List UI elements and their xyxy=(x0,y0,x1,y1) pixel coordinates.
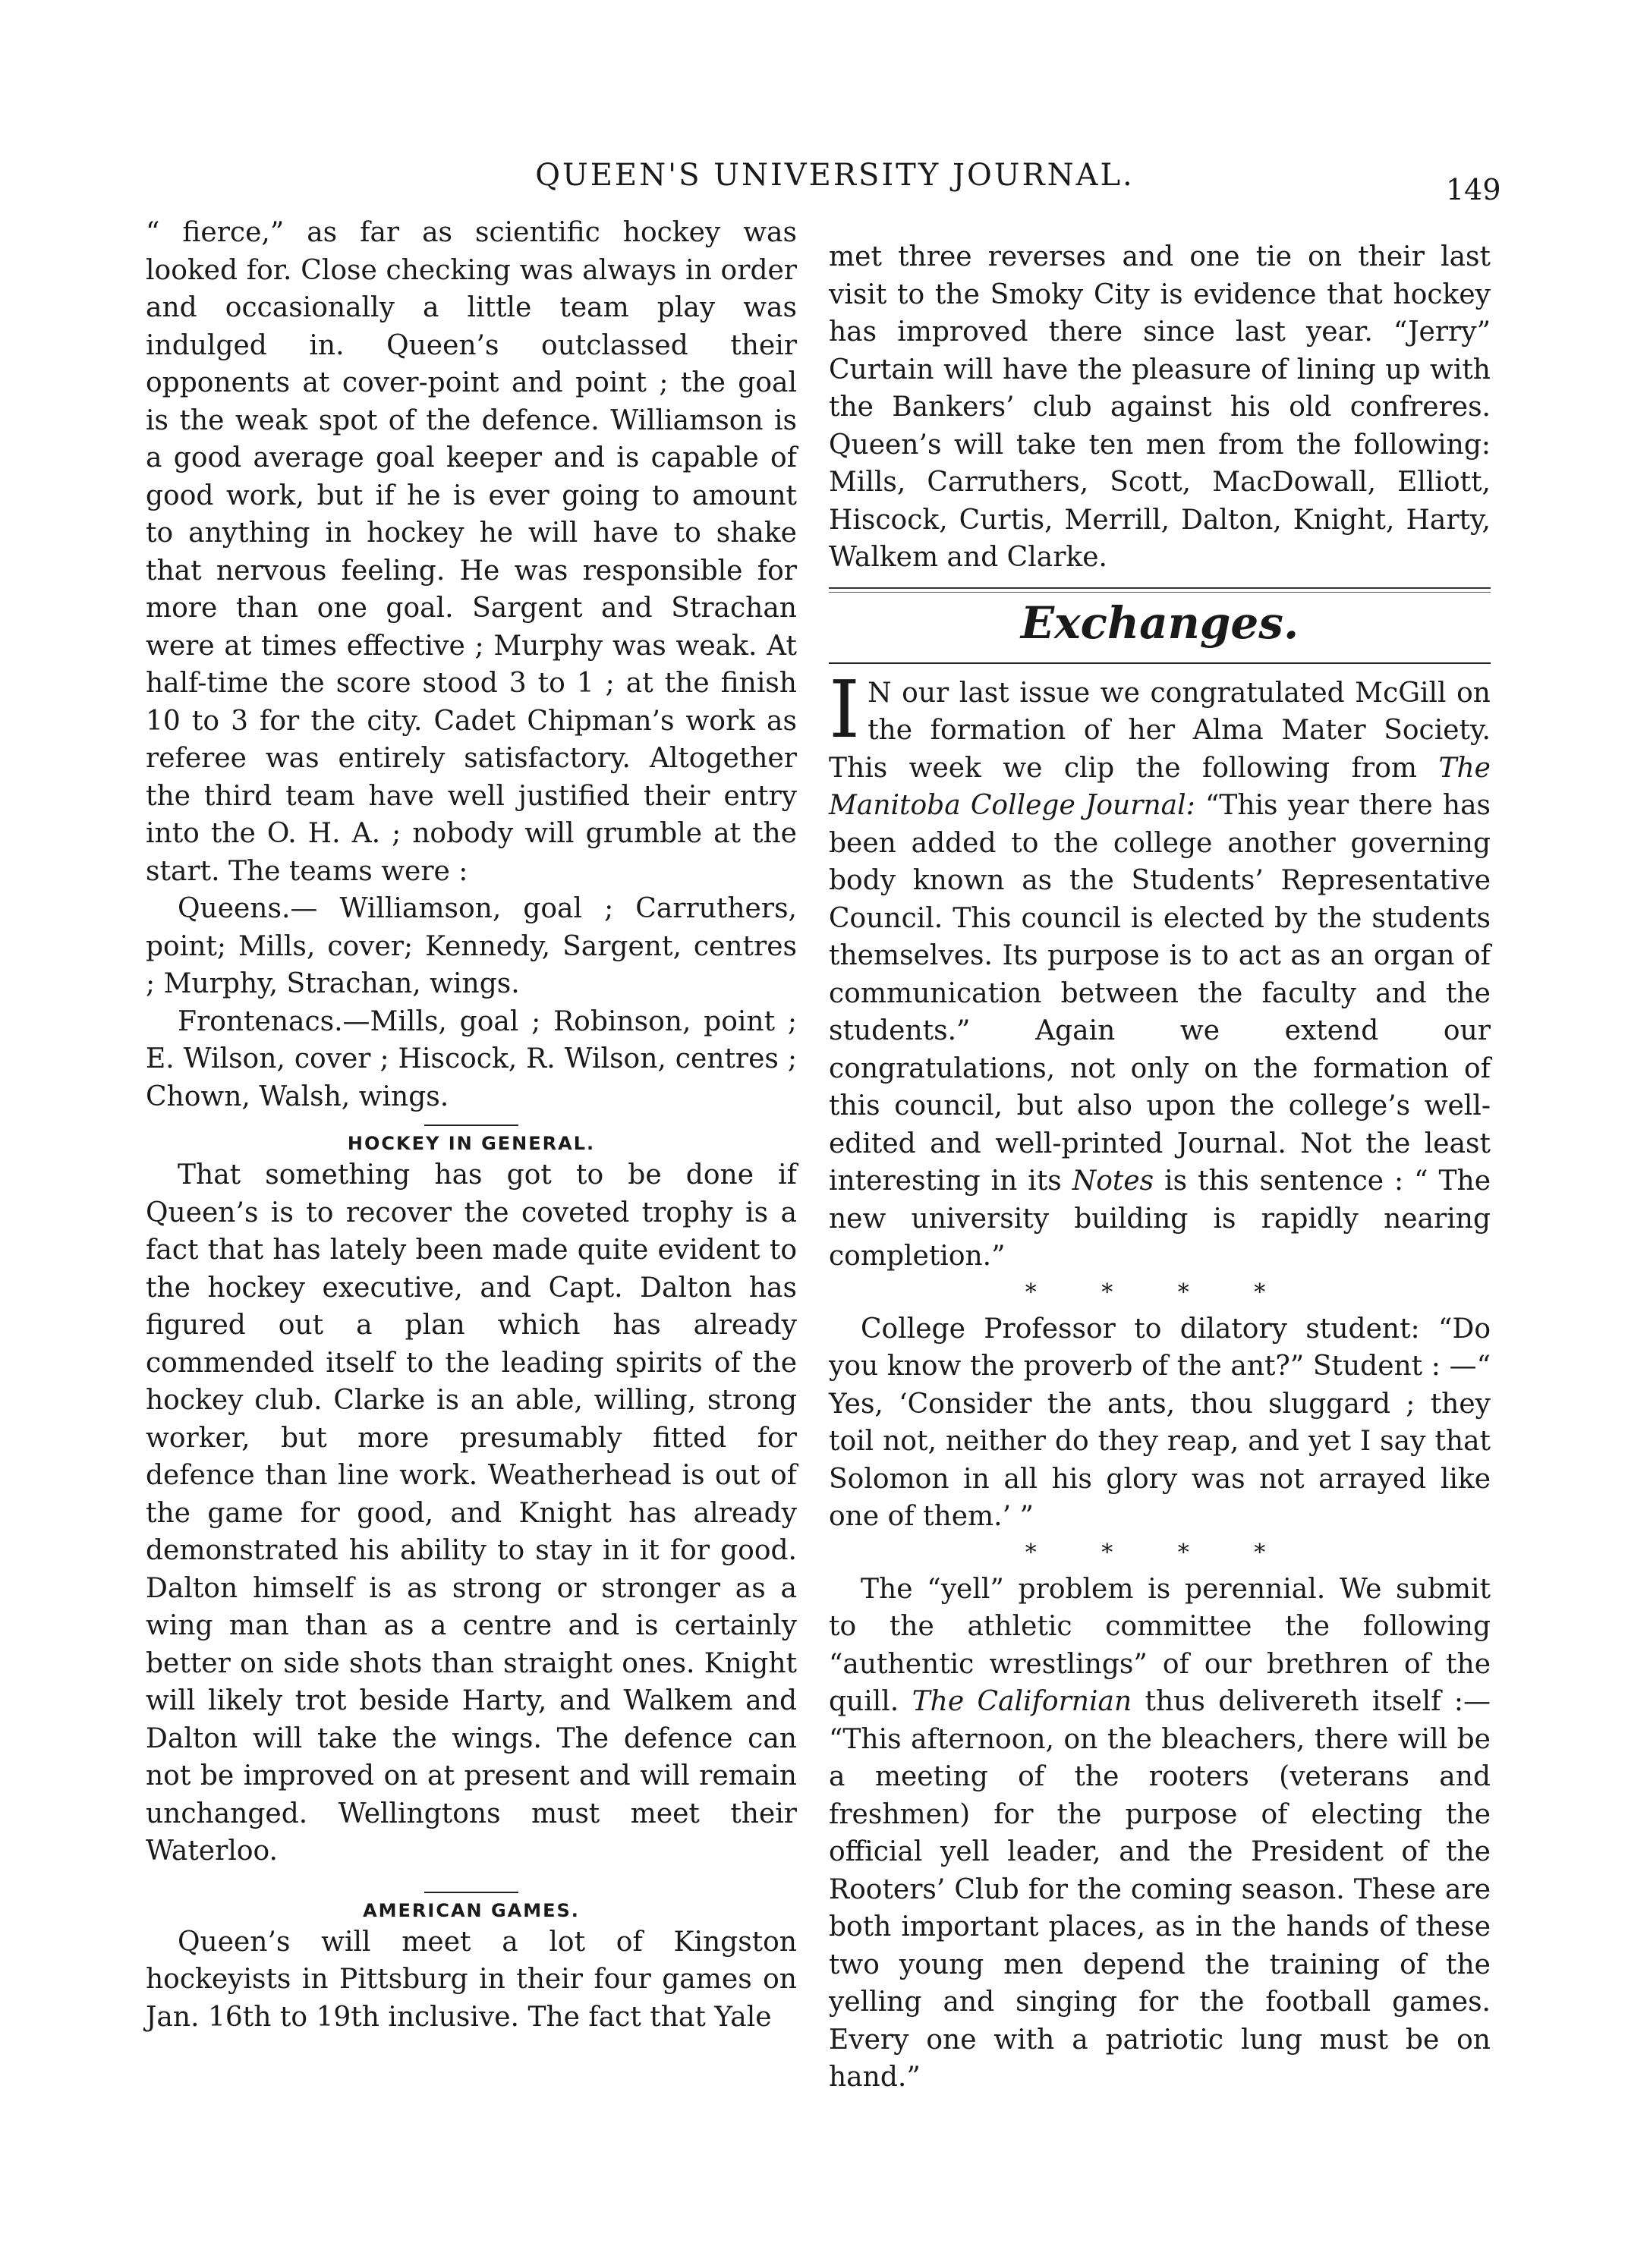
section-divider xyxy=(829,662,1491,664)
frontenacs-lineup: Frontenacs.—Mills, goal ; Robinson, point ; E. Wilson, cover ; Hiscock, R. Wilson, centres ; Chown, Walsh, wings. xyxy=(146,1005,797,1112)
hockey-in-general-heading: HOCKEY IN GENERAL. xyxy=(347,1133,596,1154)
ant-anecdote: College Professor to dilatory student: “Do you know the proverb of the ant?” Student : —“ Yes, ‘Consider the ants, thou sluggard ; they toil not, neither do they reap, and yet I say that Solomon in all his glory was not arrayed like one of them.’ ” xyxy=(829,1313,1491,1532)
asterism: * * * * xyxy=(1025,1539,1295,1566)
publication-title: The Californian xyxy=(912,1686,1132,1717)
section-divider xyxy=(829,587,1491,589)
journal-title: QUEEN'S UNIVERSITY JOURNAL. xyxy=(535,158,1135,193)
drop-cap: I xyxy=(829,662,861,756)
hockey-game-report: “ fierce,” as far as scientific hockey was looked for. Close checking was always in order and occasionally a little team play was indulged in. Queen’s outclassed their opponents at cover-point and point ; the goal is the weak spot of the defence. Williamson is a good average goal keeper and is capable of good work, but if he is ever going to amount to anything in hockey he will have to shake that nervous feeling. He was responsible for more than one goal. Sargent and Strachan were at times effective ; Murphy was weak. At half-time the score stood 3 to 1 ; at the finish 10 to 3 for the city. Cadet Chipman’s work as referee was entirely satisfactory. Altogether the third team have well justified their entry into the O. H. A. ; nobody will grumble at the start. The teams were : xyxy=(146,217,797,887)
queens-lineup: Queens.— Williamson, goal ; Carruthers, point; Mills, cover; Kennedy, Sargent, centres ; Murphy, Strachan, wings. xyxy=(146,893,797,999)
american-games-heading: AMERICAN GAMES. xyxy=(363,1899,580,1921)
page-number: 149 xyxy=(1446,173,1501,206)
section-divider xyxy=(424,1125,518,1126)
yell-problem-paragraph: The “yell” problem is perennial. We submit to the athletic committee the following “authentic wrestlings” of our brethren of the quill. The Californian thus delivereth itself :— “This afternoon, on the bleachers, there will be a meeting of the rooters (veterans and freshmen) for the purpose of electing the official yell leader, and the President of the Rooters’ Club for the coming season. These are both important places, as in the hands of these two young men depend the training of the yelling and singing for the football games. Every one with a patriotic lung must be on hand.” xyxy=(829,1573,1491,2093)
left-column xyxy=(146,214,797,2036)
american-games-continued: met three reverses and one tie on their last visit to the Smoky City is evidence that hockey has improved there since last year. “Jerry” Curtain will have the pleasure of lining up with the Bankers’ club against his old confreres. Queen’s will take ten men from the following: Mills, Carruthers, Scott, MacDowall, Elliott, Hiscock, Curtis, Merrill, Dalton, Knight, Harty, Walkem and Clarke. xyxy=(829,241,1491,573)
section-divider xyxy=(424,1892,518,1893)
publication-title: The Manitoba College Journal: xyxy=(829,752,1491,821)
section-divider xyxy=(829,592,1491,593)
asterism: * * * * xyxy=(1025,1279,1295,1306)
publication-section: Notes xyxy=(1072,1165,1154,1197)
right-column xyxy=(829,238,1491,2097)
exchanges-manitoba-paragraph: I N our last issue we congratulated McGill on the formation of her Alma Mater Society. This week we clip the following from The Manitoba College Journal: “This year there has been added to the college another governing body known as the Students’ Representative Council. This council is elected by the students themselves. Its purpose is to act as an organ of communication between the faculty and the students.” Again we extend our congratulations, not only on the formation of this council, but also upon the college’s well-edited and well-printed Journal. Not the least interesting in its Notes is this sentence : “ The new university building is rapidly nearing completion.” xyxy=(829,662,1491,1272)
exchanges-heading: Exchanges. xyxy=(1020,596,1299,649)
american-games-text: Queen’s will meet a lot of Kingston hockeyists in Pittsburg in their four games on Jan. 16th to 19th inclusive. The fact that Yale xyxy=(146,1926,797,2033)
hockey-in-general-text: That something has got to be done if Queen’s is to recover the coveted trophy is a fact that has lately been made quite evident to the hockey executive, and Capt. Dalton has figured out a plan which has already commended itself to the leading spirits of the hockey club. Clarke is an able, willing, strong worker, but more presumably fitted for defence than line work. Weatherhead is out of the game for good, and Knight has already demonstrated his ability to stay in it for good. Dalton himself is as strong or stronger as a wing man than as a centre and is certainly better on side shots than straight ones. Knight will likely trot beside Harty, and Walkem and Dalton will take the wings. The defence can not be improved on at present and will remain unchanged. Wellingtons must meet their Waterloo. xyxy=(146,1159,797,1867)
